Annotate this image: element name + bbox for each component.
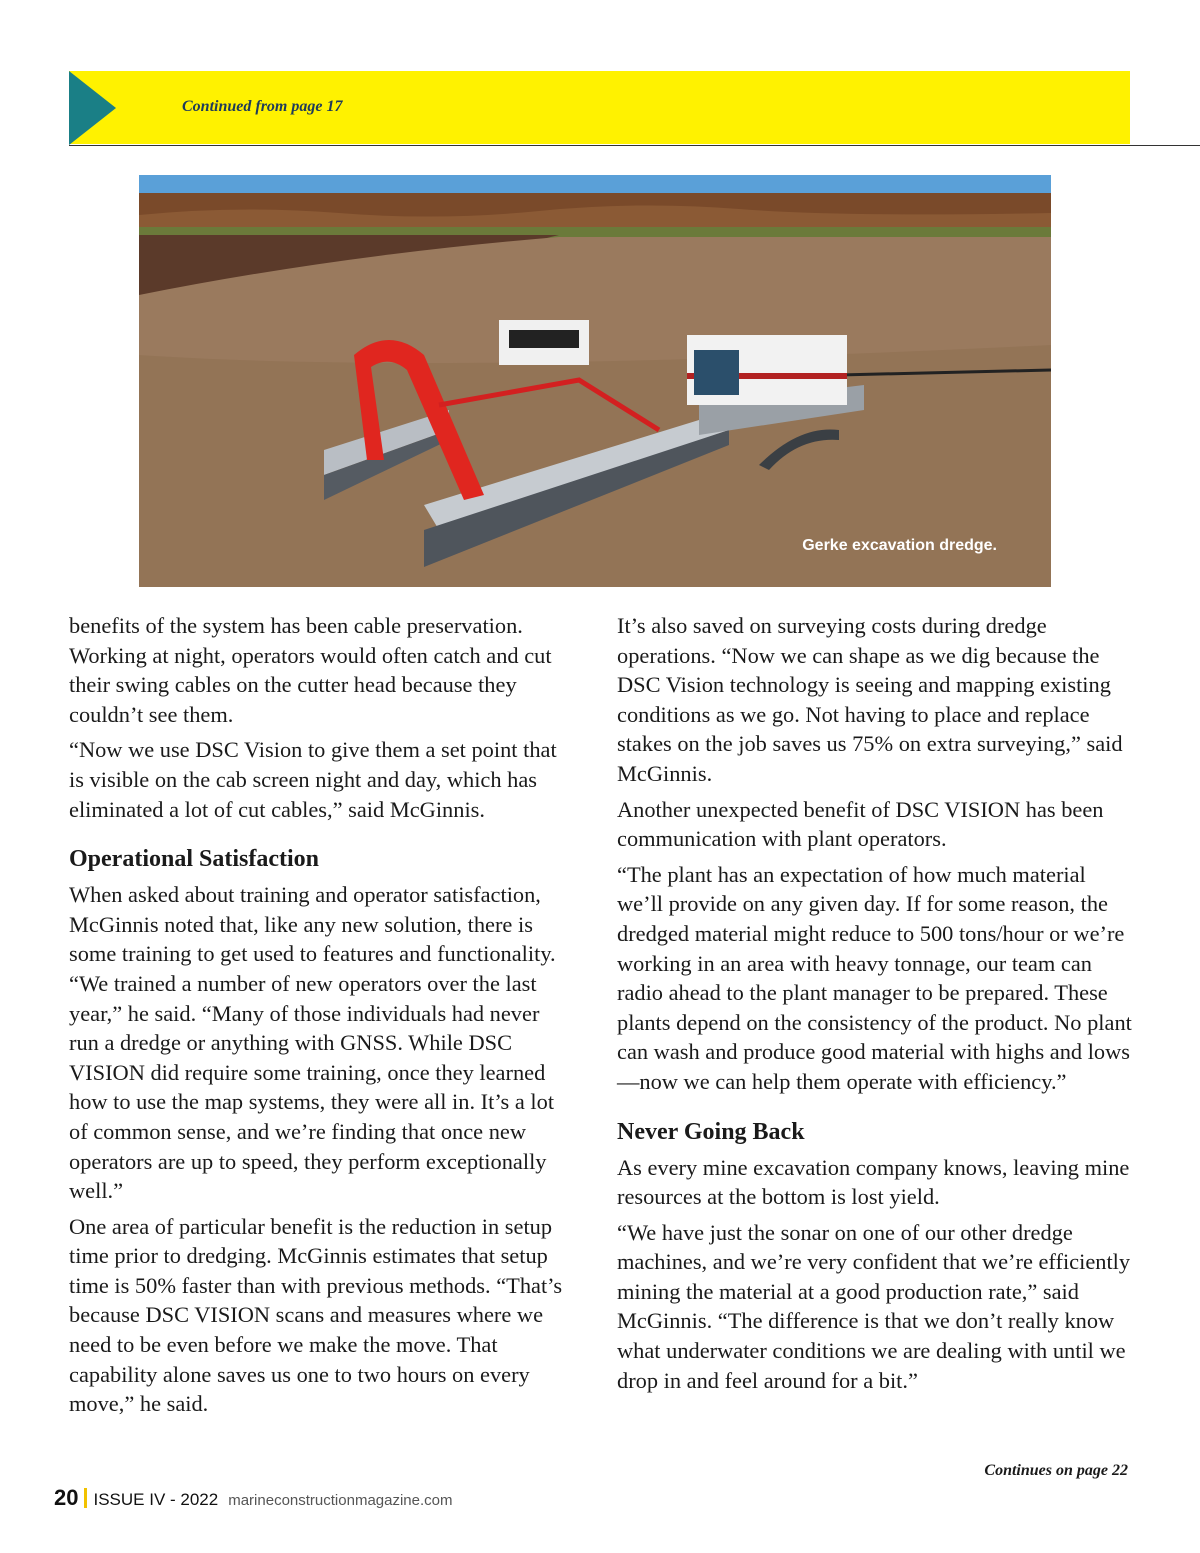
- page-number: 20: [54, 1485, 79, 1510]
- paragraph: “Now we use DSC Vision to give them a set point that is visible on the cab screen night and day, which has eliminated a lot of cut cables,” said McGinnis.: [69, 737, 557, 822]
- section-heading: Operational Satisfaction: [69, 846, 319, 873]
- issue-label: ISSUE IV - 2022: [93, 1490, 219, 1509]
- paragraph: When asked about training and operator satisfaction, McGinnis noted that, like any new solution, there is some training to get used to features and functionality. “We trained a number of new operators over the last year,” he said. “Many of those individuals had never run a dredge or anything with GNSS. While DSC VISION did require some training, once they learned how to use the map systems, they were all in. It’s a lot of common sense, and we’re finding that once new operators are up to speed, they perform exceptionally well.”: [69, 882, 556, 1204]
- section-heading: Never Going Back: [617, 1118, 805, 1145]
- continues-on-label: Continues on page 22: [984, 1462, 1128, 1479]
- website-link[interactable]: marineconstructionmagazine.com: [228, 1492, 453, 1509]
- footer-divider: [84, 1488, 87, 1508]
- left-column: [69, 611, 569, 1425]
- paragraph: One area of particular benefit is the reduction in setup time prior to dredging. McGinnis estimates that setup time is 50% faster than with previous methods. “That’s because DSC VISION scans and measures where we need to be even before we make the move. That capability alone saves us one to two hours on every move,” he said.: [69, 1213, 563, 1417]
- page-footer: [54, 1485, 453, 1511]
- photo-caption: Gerke excavation dredge.: [802, 537, 997, 554]
- paragraph: As every mine excavation company knows, leaving mine resources at the bottom is lost yield.: [617, 1154, 1130, 1210]
- paragraph: It’s also saved on surveying costs during dredge operations. “Now we can shape as we dig because the DSC Vision technology is seeing and mapping existing conditions as we go. Not having to place and replace stakes on the job saves us 75% on extra surveying,” said McGinnis.: [617, 613, 1123, 786]
- paragraph: “We have just the sonar on one of our other dredge machines, and we’re very confident that we’re efficiently mining the material at a good production rate,” said McGinnis. “The difference is that we don’t really know what underwater conditions we are dealing with until we drop in and feel around for a bit.”: [617, 1219, 1131, 1393]
- right-column: [617, 611, 1132, 1401]
- header-rule: [69, 145, 1200, 146]
- continued-from-label: Continued from page 17: [182, 98, 343, 115]
- paragraph: benefits of the system has been cable preservation. Working at night, operators would often catch and cut their swing cables on the cutter head because they couldn’t see them.: [69, 613, 552, 727]
- paragraph: Another unexpected benefit of DSC VISION has been communication with plant operators.: [617, 796, 1104, 852]
- arrow-icon: [69, 71, 116, 145]
- dredge-photo: [139, 175, 1051, 587]
- paragraph: “The plant has an expectation of how much material we’ll provide on any given day. If for some reason, the dredged material might reduce to 500 tons/hour or we’re working in an area with heavy tonnage, our team can radio ahead to the plant manager to be prepared. These plants depend on the consistency of the product. No plant can wash and produce good material with highs and lows—now we can help them operate with efficiency.”: [617, 861, 1132, 1094]
